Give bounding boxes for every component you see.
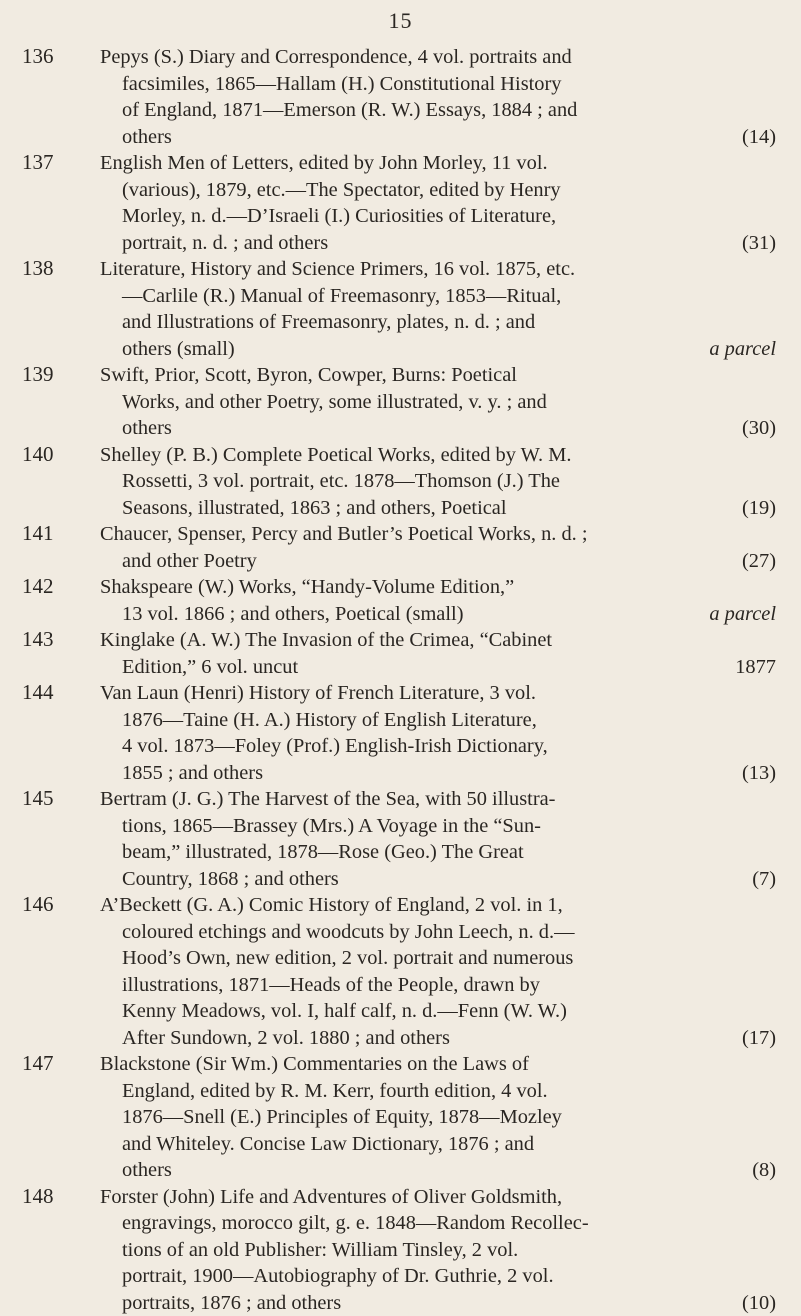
lot-line [100,362,776,389]
lot-quantity: (31) [742,230,776,257]
lot-quantity: 1877 [735,654,776,681]
lot-line [100,283,776,310]
lot-quantity: (19) [742,495,776,522]
lot-line [100,998,776,1025]
lot-description [100,680,776,786]
lot-entry [0,1051,801,1184]
lot-line-text: Edition,” 6 vol. uncut [122,654,298,681]
lot-line-text: 1876—Taine (H. A.) History of English Literature, [122,707,537,734]
lot-description [100,574,776,627]
lot-line-text: 13 vol. 1866 ; and others, Poetical (small) [122,601,463,628]
lot-line [100,601,776,628]
lot-line [100,892,776,919]
lot-description [100,521,776,574]
lot-line-text: portrait, n. d. ; and others [122,230,328,257]
lot-line [100,733,776,760]
lot-line-text: Hood’s Own, new edition, 2 vol. portrait and numerous [122,945,573,972]
lot-line-text: others [122,415,172,442]
lot-line-text: Pepys (S.) Diary and Correspondence, 4 vol. portraits and [100,44,572,71]
lot-line-text: Blackstone (Sir Wm.) Commentaries on the Laws of [100,1051,529,1078]
lot-description [100,786,776,892]
lot-entry [0,786,801,892]
lot-line-text: After Sundown, 2 vol. 1880 ; and others [122,1025,450,1052]
lot-line-text: and Whiteley. Concise Law Dictionary, 1876 ; and [122,1131,534,1158]
lot-line [100,919,776,946]
lot-quantity: (7) [752,866,776,893]
lot-line [100,1025,776,1052]
lot-line [100,1184,776,1211]
lot-line-text: Literature, History and Science Primers, 16 vol. 1875, etc. [100,256,575,283]
lot-line-text: Shakspeare (W.) Works, “Handy-Volume Edition,” [100,574,514,601]
lot-line-text: England, edited by R. M. Kerr, fourth edition, 4 vol. [122,1078,548,1105]
lot-line-text: facsimiles, 1865—Hallam (H.) Constitutional History [122,71,561,98]
lot-line-text: English Men of Letters, edited by John Morley, 11 vol. [100,150,548,177]
lot-line-text: illustrations, 1871—Heads of the People, drawn by [122,972,540,999]
lot-number: 145 [22,786,82,811]
lot-entry [0,362,801,442]
lot-line [100,548,776,575]
lot-line-text: Shelley (P. B.) Complete Poetical Works, edited by W. M. [100,442,571,469]
lot-quantity: (30) [742,415,776,442]
lot-line-text: Van Laun (Henri) History of French Literature, 3 vol. [100,680,536,707]
lot-line-text: Country, 1868 ; and others [122,866,339,893]
lot-quantity: a parcel [709,336,776,363]
lot-line-text: and other Poetry [122,548,257,575]
lot-line-text: Swift, Prior, Scott, Byron, Cowper, Burns: Poetical [100,362,517,389]
lot-line [100,1104,776,1131]
lot-line [100,415,776,442]
lot-line-text: portrait, 1900—Autobiography of Dr. Guthrie, 2 vol. [122,1263,554,1290]
lot-line-text: 4 vol. 1873—Foley (Prof.) English-Irish Dictionary, [122,733,548,760]
lot-quantity: (17) [742,1025,776,1052]
lot-line [100,654,776,681]
lot-line [100,1290,776,1316]
lot-number: 136 [22,44,82,69]
lot-number: 142 [22,574,82,599]
lot-line-text: coloured etchings and woodcuts by John Leech, n. d.— [122,919,574,946]
lot-quantity: (10) [742,1290,776,1316]
lot-line-text: tions of an old Publisher: William Tinsley, 2 vol. [122,1237,518,1264]
lot-line-text: Kenny Meadows, vol. I, half calf, n. d.—Fenn (W. W.) [122,998,567,1025]
lot-entry [0,627,801,680]
lot-description [100,362,776,442]
lot-line [100,1051,776,1078]
lot-line-text: and Illustrations of Freemasonry, plates, n. d. ; and [122,309,535,336]
lot-line-text: others [122,124,172,151]
lot-line [100,945,776,972]
lot-line-text: portraits, 1876 ; and others [122,1290,341,1316]
lot-line [100,1131,776,1158]
lot-number: 140 [22,442,82,467]
lot-number: 138 [22,256,82,281]
lot-line [100,1263,776,1290]
lot-number: 141 [22,521,82,546]
lot-entry [0,1184,801,1316]
lot-line-text: others (small) [122,336,235,363]
lot-line-text: Seasons, illustrated, 1863 ; and others, Poetical [122,495,507,522]
lot-line [100,177,776,204]
lot-quantity: (8) [752,1157,776,1184]
lot-line [100,760,776,787]
lot-line-text: Forster (John) Life and Adventures of Oliver Goldsmith, [100,1184,562,1211]
lot-line [100,150,776,177]
lot-line [100,1157,776,1184]
lot-entry [0,521,801,574]
lot-entry [0,256,801,362]
lot-line-text: Bertram (J. G.) The Harvest of the Sea, with 50 illustra- [100,786,555,813]
lot-quantity: (27) [742,548,776,575]
lot-description [100,627,776,680]
lot-line [100,97,776,124]
lot-quantity: (14) [742,124,776,151]
lot-line-text: (various), 1879, etc.—The Spectator, edited by Henry [122,177,561,204]
lot-line [100,309,776,336]
lot-line [100,786,776,813]
lot-line [100,256,776,283]
lot-number: 146 [22,892,82,917]
lot-line [100,680,776,707]
lot-line-text: Rossetti, 3 vol. portrait, etc. 1878—Thomson (J.) The [122,468,560,495]
lot-line [100,707,776,734]
lot-line-text: others [122,1157,172,1184]
lot-line [100,839,776,866]
lot-description [100,1184,776,1316]
lot-line [100,574,776,601]
lot-quantity: a parcel [709,601,776,628]
lot-line [100,389,776,416]
lot-line-text: beam,” illustrated, 1878—Rose (Geo.) The Great [122,839,524,866]
lot-line [100,813,776,840]
lot-description [100,256,776,362]
lot-line-text: Works, and other Poetry, some illustrated, v. y. ; and [122,389,547,416]
lot-line-text: 1855 ; and others [122,760,263,787]
lot-number: 148 [22,1184,82,1209]
lot-entry [0,442,801,522]
lot-line [100,71,776,98]
lot-line [100,230,776,257]
lot-line-text: engravings, morocco gilt, g. e. 1848—Random Recollec- [122,1210,589,1237]
lot-number: 137 [22,150,82,175]
lot-line [100,1210,776,1237]
lot-number: 144 [22,680,82,705]
lot-entry [0,44,801,150]
lot-description [100,150,776,256]
lot-entry [0,680,801,786]
lot-entry [0,150,801,256]
lot-entry [0,892,801,1051]
lot-line [100,124,776,151]
lot-line [100,44,776,71]
lot-description [100,442,776,522]
lot-line-text: —Carlile (R.) Manual of Freemasonry, 1853—Ritual, [122,283,561,310]
lot-line [100,442,776,469]
lot-line [100,468,776,495]
lot-description [100,44,776,150]
lot-number: 143 [22,627,82,652]
lot-line-text: Chaucer, Spenser, Percy and Butler’s Poetical Works, n. d. ; [100,521,588,548]
lot-list [0,44,801,1316]
lot-line [100,972,776,999]
lot-number: 139 [22,362,82,387]
lot-line-text: of England, 1871—Emerson (R. W.) Essays, 1884 ; and [122,97,577,124]
lot-line [100,1078,776,1105]
lot-line [100,203,776,230]
lot-line-text: tions, 1865—Brassey (Mrs.) A Voyage in the “Sun- [122,813,541,840]
lot-line-text: 1876—Snell (E.) Principles of Equity, 1878—Mozley [122,1104,562,1131]
lot-line-text: Kinglake (A. W.) The Invasion of the Crimea, “Cabinet [100,627,552,654]
lot-line [100,495,776,522]
lot-line [100,627,776,654]
lot-quantity: (13) [742,760,776,787]
lot-entry [0,574,801,627]
page-number: 15 [0,8,801,34]
lot-line [100,336,776,363]
lot-line-text: A’Beckett (G. A.) Comic History of England, 2 vol. in 1, [100,892,563,919]
lot-line-text: Morley, n. d.—D’Israeli (I.) Curiosities of Literature, [122,203,556,230]
lot-number: 147 [22,1051,82,1076]
lot-line [100,866,776,893]
lot-line [100,521,776,548]
lot-description [100,892,776,1051]
lot-line [100,1237,776,1264]
lot-description [100,1051,776,1184]
